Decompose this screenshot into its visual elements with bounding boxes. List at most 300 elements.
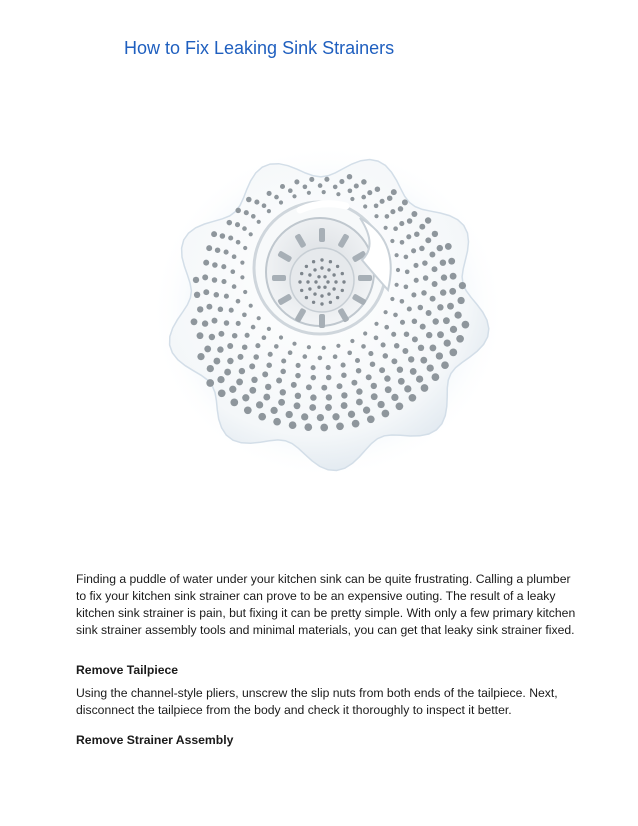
strainer-hole [380,199,385,204]
strainer-hole [363,331,367,335]
strainer-hole [393,226,398,231]
strainer-hole [212,262,218,268]
strainer-hole [367,190,372,195]
strainer-hole [203,260,209,266]
strainer-hole [391,394,398,401]
strainer-hole [341,372,347,378]
strainer-hole [394,343,400,349]
strainer-hole [423,275,429,281]
strainer-hole [224,369,231,376]
strainer-hole [420,357,427,364]
strainer-hole [270,407,277,414]
basket-hole [313,268,316,271]
strainer-hole [281,358,286,363]
strainer-hole [324,177,329,182]
basket-hole [300,289,303,292]
strainer-hole [294,402,301,409]
strainer-hole [399,221,404,226]
strainer-hole [244,210,249,215]
strainer-hole [232,333,238,339]
strainer-hole [443,317,450,324]
strainer-hole [235,208,241,214]
strainer-hole [390,209,395,214]
strainer-hole [429,344,436,351]
strainer-hole [224,250,229,255]
strainer-hole [333,354,338,359]
basket-hole [305,265,308,268]
strainer-hole [255,343,260,348]
strainer-hole [325,404,332,411]
strainer-hole [191,318,198,325]
strainer-hole [273,418,281,426]
strainer-hole [352,420,360,428]
strainer-hole [348,188,353,193]
strainer-hole [411,248,416,253]
strainer-hole [267,209,271,213]
basket-hole [312,301,315,304]
strainer-hole [236,321,241,326]
strainer-hole [229,308,234,313]
strainer-hole [232,254,237,259]
strainer-hole [292,194,296,198]
basket-hole [326,280,329,283]
strainer-hole [303,184,308,189]
strainer-hole [390,239,394,243]
strainer-hole [408,356,414,362]
strainer-hole [398,206,404,212]
strainer-hole [246,197,252,203]
strainer-hole [266,362,272,368]
strainer-hole [224,320,230,326]
basket-hole [329,260,332,263]
strainer-hole [374,322,378,326]
strainer-hole [220,233,226,239]
strainer-hole [441,361,449,369]
strainer-hole [245,333,250,338]
basket-hole [329,301,332,304]
strainer-hole [437,245,443,251]
strainer-hole [243,290,247,294]
strainer-hole [257,316,261,320]
strainer-hole [263,394,270,401]
basket-slot [319,314,325,328]
strainer-hole [251,377,257,383]
strainer-hole [350,197,354,201]
strainer-hole [402,348,408,354]
basket-slot [358,275,372,281]
strainer-hole [318,183,323,188]
strainer-hole [384,325,389,330]
strainer-hole [236,299,241,304]
strainer-hole [393,313,398,318]
intro-paragraph: Finding a puddle of water under your kitchen sink can be quite frustrating. Calling a plumber to fix your kitchen sink strainer can prove to be an expensive outing. The result of a leaky kitchen sink strainer is pain, but fixing it can be pretty simple. With only a few primary kitchen sink strainer assembly tools and minimal materials, you can get that leaky sink strainer fixed. [76,572,576,637]
strainer-hole [262,335,267,340]
strainer-hole [239,368,245,374]
section-heading-remove-strainer-assembly: Remove Strainer Assembly [76,733,234,747]
strainer-hole [302,354,307,359]
strainer-hole [454,311,461,318]
strainer-hole [251,214,256,219]
strainer-hole [206,304,212,310]
strainer-hole [249,304,253,308]
strainer-hole [215,247,221,253]
strainer-hole [448,258,455,265]
strainer-hole [218,307,224,313]
strainer-hole [421,384,429,392]
strainer-hole [235,222,240,227]
strainer-hole [354,183,359,188]
strainer-hole [371,383,377,389]
strainer-hole [262,203,267,208]
strainer-hole [278,399,285,406]
strainer-hole [341,392,347,398]
strainer-hole [356,399,363,406]
strainer-hole [348,411,355,418]
strainer-hole [382,410,390,418]
basket-slot [319,228,325,242]
strainer-hole [381,342,386,347]
basket-hole [327,292,330,295]
strainer-hole [236,378,243,385]
strainer-hole [384,226,388,230]
basket-hole [336,265,339,268]
strainer-hole [361,344,366,349]
strainer-hole [339,179,344,184]
strainer-hole [341,402,348,409]
strainer-hole [310,394,316,400]
strainer-hole [253,354,259,360]
basket-hole [336,296,339,299]
strainer-hole [304,423,312,431]
strainer-hole [375,186,381,192]
strainer-hole [221,264,226,269]
strainer-hole [377,401,384,408]
strainer-hole [267,327,271,331]
strainer-hole [256,401,263,408]
strainer-hole [433,318,439,324]
strainer-hole [437,304,443,310]
strainer-hole [347,174,353,180]
strainer-hole [326,394,332,400]
basket-hole [314,280,317,283]
strainer-hole [363,204,367,208]
strainer-hole [407,218,413,224]
strainer-hole [276,378,282,384]
strainer-hole [385,214,390,219]
strainer-hole [274,195,279,200]
strainer-hole [249,363,255,369]
basket-hole [298,280,301,283]
strainer-hole [197,306,203,312]
strainer-hole [236,240,241,245]
basket-hole [308,273,311,276]
strainer-hole [209,334,215,340]
strainer-hole [390,297,394,301]
strainer-hole [306,384,312,390]
strainer-hole [309,177,314,182]
strainer-hole [238,354,244,360]
strainer-hole [193,277,199,283]
strainer-hole [421,290,427,296]
strainer-hole [400,299,405,304]
strainer-hole [409,394,417,402]
strainer-hole [288,188,293,193]
basket-hole [312,260,315,263]
strainer-hole [265,384,271,390]
strainer-hole [322,346,326,350]
sink-strainer-image [150,140,510,480]
strainer-hole [414,278,419,283]
strainer-hole [280,369,286,375]
strainer-hole [355,358,360,363]
strainer-hole [268,352,273,357]
strainer-hole [280,389,286,395]
strainer-hole [242,226,247,231]
strainer-hole [418,345,424,351]
strainer-hole [213,358,220,365]
strainer-hole [391,189,397,195]
basket-hole [341,289,344,292]
strainer-hole [197,353,204,360]
strainer-hole [418,305,424,311]
strainer-hole [318,356,323,361]
strainer-hole [425,237,431,243]
strainer-hole [356,368,362,374]
strainer-hole [429,252,435,258]
strainer-hole [333,185,338,190]
strainer-hole [212,277,218,283]
strainer-hole [449,288,456,295]
strainer-illustration [150,140,510,480]
basket-hole [320,302,323,305]
strainer-hole [374,203,379,208]
strainer-hole [202,320,208,326]
strainer-hole [227,220,233,226]
strainer-hole [244,406,252,414]
strainer-hole [432,281,438,287]
strainer-hole [194,292,200,298]
strainer-hole [427,364,434,371]
basket-hole [317,286,320,289]
strainer-hole [307,345,311,349]
strainer-hole [206,245,212,251]
strainer-hole [227,358,233,364]
strainer-hole [240,261,244,265]
strainer-hole [374,214,378,218]
strainer-hole [307,191,311,195]
strainer-hole [412,319,418,325]
basket-slot [272,275,286,281]
strainer-hole [301,413,308,420]
strainer-hole [321,385,327,391]
strainer-hole [279,200,283,204]
strainer-hole [432,373,440,381]
basket-hole [313,292,316,295]
strainer-hole [462,321,470,329]
strainer-hole [395,283,399,287]
strainer-hole [202,274,208,280]
basket-hole [323,275,326,278]
strainer-hole [422,260,428,266]
strainer-hole [437,331,444,338]
strainer-hole [430,296,436,302]
strainer-hole [326,365,331,370]
strainer-hole [336,192,340,196]
basket-hole [323,286,326,289]
strainer-hole [414,231,420,237]
strainer-hole [404,331,410,337]
strainer-hole [371,393,378,400]
strainer-hole [440,289,446,295]
strainer-hole [217,376,224,383]
strainer-hole [206,379,214,387]
strainer-hole [363,407,370,414]
strainer-hole [361,179,367,185]
strainer-hole [356,388,362,394]
strainer-hole [397,367,403,373]
strainer-hole [385,386,392,393]
strainer-hole [221,279,226,284]
strainer-hole [279,335,283,339]
strainer-hole [341,363,346,368]
strainer-hole [444,339,451,346]
strainer-hole [295,373,301,379]
strainer-hole [450,326,457,333]
strainer-hole [267,191,272,196]
strainer-hole [361,195,366,200]
strainer-hole [456,335,464,343]
strainer-hole [404,284,409,289]
strainer-hole [383,353,389,359]
strainer-hole [370,361,376,367]
strainer-hole [295,393,301,399]
strainer-hole [243,246,247,250]
section-heading-remove-tailpiece: Remove Tailpiece [76,663,179,677]
strainer-hole [203,289,209,295]
strainer-hole [242,344,248,350]
strainer-hole [197,332,204,339]
strainer-hole [320,424,328,432]
strainer-hole [432,231,438,237]
strainer-hole [450,273,457,280]
strainer-hole [230,399,238,407]
strainer-hole [425,217,431,223]
strainer-hole [419,246,425,252]
strainer-hole [400,320,405,325]
strainer-hole [445,243,452,250]
strainer-hole [294,179,299,184]
strainer-hole [217,346,223,352]
strainer-hole [257,220,261,224]
strainer-hole [416,375,423,382]
strainer-hole [254,200,259,205]
strainer-hole [322,190,326,194]
basket-hole [327,268,330,271]
basket-hole [341,272,344,275]
basket-hole [320,294,323,297]
strainer-hole [384,310,388,314]
strainer-hole [224,294,229,299]
strainer-hole [292,342,296,346]
strainer-hole [262,371,268,377]
strainer-hole [317,414,324,421]
strainer-hole [326,375,332,381]
strainer-hole [311,365,316,370]
strainer-hole [406,234,411,239]
strainer-hole [242,394,249,401]
strainer-hole [337,383,343,389]
strainer-hole [395,253,399,257]
strainer-hole [367,415,375,423]
strainer-hole [274,344,279,349]
strainer-hole [426,310,432,316]
strainer-hole [232,284,237,289]
basket-hole [332,273,335,276]
strainer-hole [400,240,405,245]
strainer-hole [449,349,457,357]
strainer-hole [374,335,379,340]
strainer-hole [230,269,235,274]
strainer-hole [379,367,385,373]
strainer-hole [420,324,426,330]
basket-hole [332,287,335,290]
strainer-hole [426,332,432,338]
strainer-hole [366,374,372,380]
strainer-hole [419,224,425,230]
strainer-hole [402,199,408,205]
strainer-hole [218,331,224,337]
strainer-hole [413,263,418,268]
strainer-hole [207,365,214,372]
strainer-hole [204,345,211,352]
strainer-hole [229,386,236,393]
strainer-hole [405,269,410,274]
page-title: How to Fix Leaking Sink Strainers [124,38,395,58]
strainer-hole [258,413,266,421]
strainer-hole [384,375,390,381]
strainer-hole [286,411,293,418]
basket-hole [300,272,303,275]
remove-tailpiece-paragraph: Using the channel-style pliers, unscrew the slip nuts from both ends of the tailpiece. Next, disconnect the tailpiece from the body and check it thoroughly to inspect it better. [76,686,558,717]
strainer-hole [249,387,256,394]
strainer-hole [387,195,393,201]
strainer-hole [288,350,293,355]
strainer-hole [280,184,285,189]
strainer-hole [289,421,297,429]
strainer-hole [332,413,339,420]
strainer-hole [391,358,397,364]
basket-hole [342,280,345,283]
strainer-hole [296,363,301,368]
strainer-hole [457,297,464,304]
strainer-hole [411,292,416,297]
strainer-hole [441,274,447,280]
strainer-hole [211,231,217,237]
strainer-hole [404,255,409,260]
basket-hole [334,280,337,283]
strainer-hole [249,232,253,236]
basket-hole [320,266,323,269]
strainer-hole [404,385,411,392]
strainer-hole [447,303,454,310]
strainer-hole [411,211,417,217]
strainer-hole [412,336,418,342]
strainer-hole [309,404,316,411]
strainer-hole [291,382,297,388]
strainer-hole [398,378,405,385]
strainer-hole [351,380,357,386]
strainer-hole [218,389,226,397]
